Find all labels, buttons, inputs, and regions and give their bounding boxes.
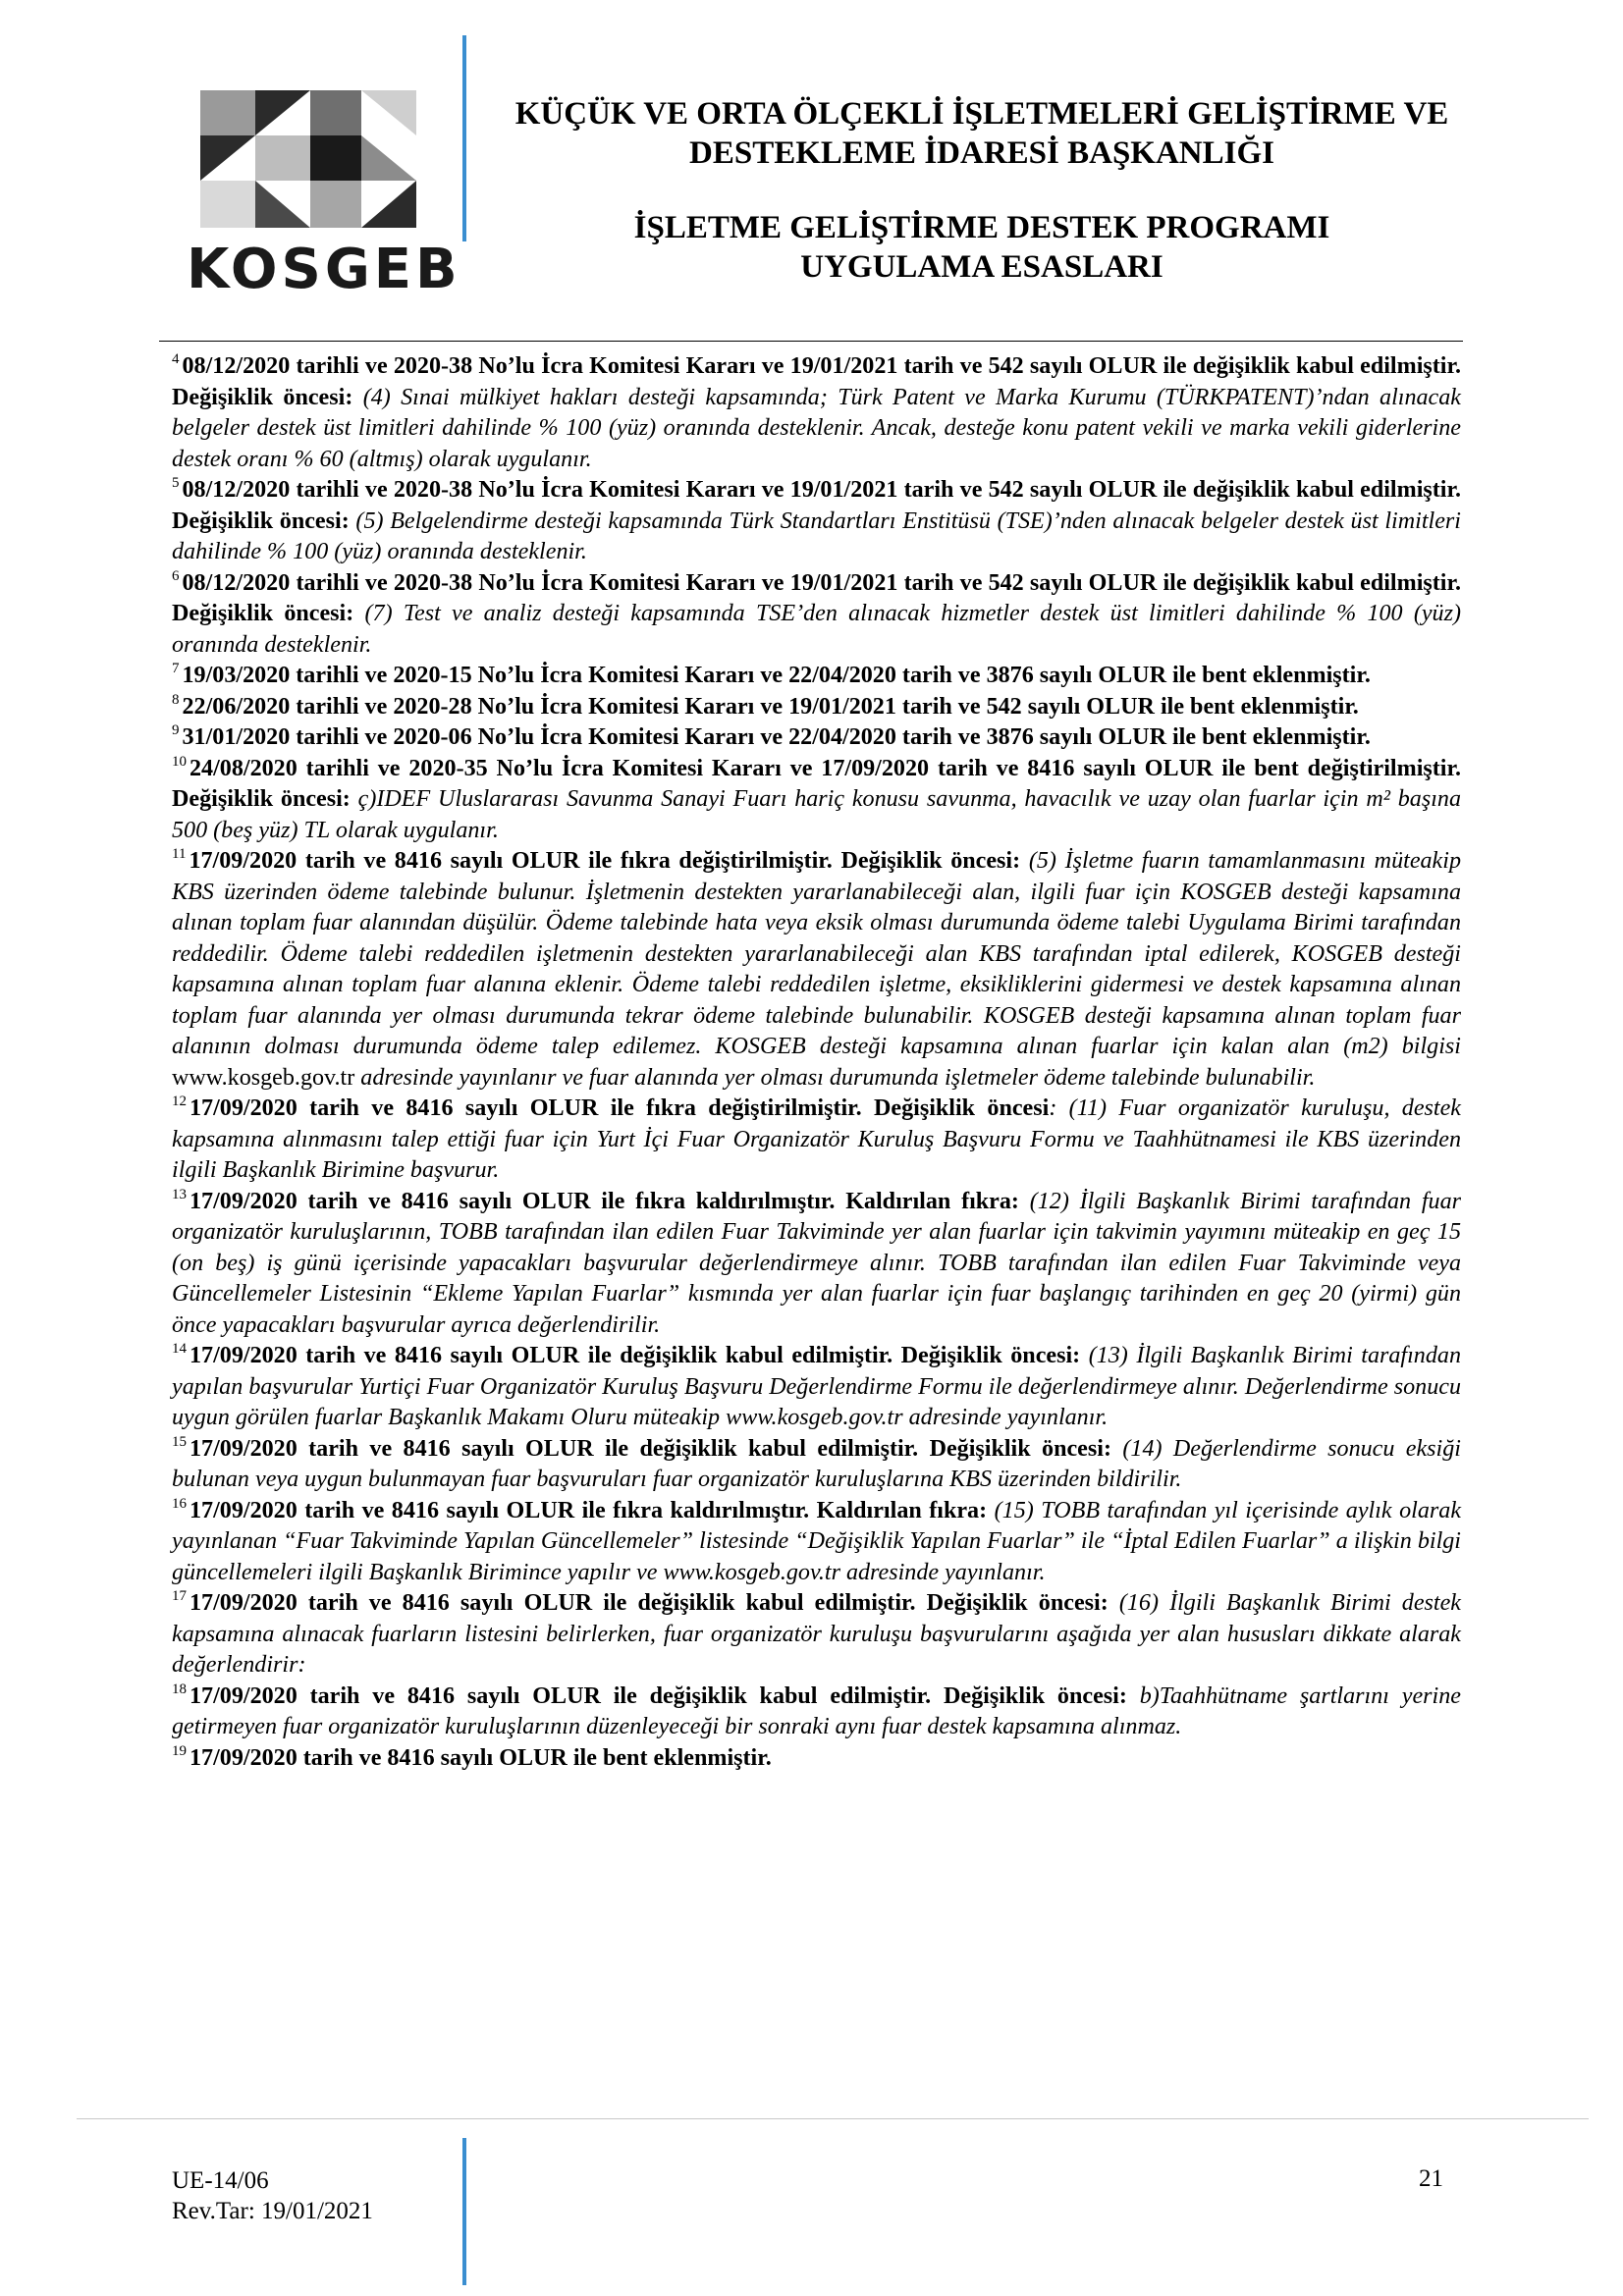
previous-text: : (11) Fuar organizatör kuruluşu, destek kapsamına alınmasını talep ettiği fuar için Yurt İçi Fuar Organizatör Kuruluş Başvuru Formu ve Taahhütnamesi ile KBS üzerinden ilgili Başkanlık Birimine başvurur. [172, 1095, 1461, 1183]
footnote-number: 7 [172, 661, 180, 676]
footnote-10 [172, 754, 1461, 847]
organization-title-line-1: KÜÇÜK VE ORTA ÖLÇEKLİ İŞLETMELERİ GELİŞTİRME VE [514, 96, 1449, 132]
logo-wordmark: KOSGEB [187, 238, 461, 301]
amendment-note: 17/09/2020 tarih ve 8416 sayılı OLUR ile değişiklik kabul edilmiştir. Değişiklik öncesi: [189, 1682, 1140, 1709]
footnote-number: 12 [172, 1094, 187, 1109]
previous-text: adresinde yayınlanır ve fuar alanında yer olması durumunda işletmeler ödeme talebinde bulunabilir. [354, 1064, 1316, 1091]
footnote-number: 4 [172, 351, 180, 367]
previous-text: ç)IDEF Uluslararası Savunma Sanayi Fuarı hariç konusu savunma, havacılık ve uzay olan fuarlar için m² başına 500 (beş yüz) TL olarak uygulanır. [172, 786, 1461, 843]
footnote-number: 16 [172, 1495, 187, 1512]
footnote-6 [172, 568, 1461, 662]
previous-text: b)Taahhütname şartlarını yerine getirmeyen fuar organizatör kuruluşlarının düzenleyeceği bir sonraki aynı fuar destek kapsamına alınmaz. [172, 1682, 1461, 1739]
footnote-18 [172, 1682, 1461, 1743]
page-number: 21 [1419, 2165, 1443, 2192]
program-title-line-1: İŞLETME GELİŞTİRME DESTEK PROGRAMI [633, 210, 1330, 245]
footnote-number: 11 [172, 846, 187, 862]
amendment-note: 17/09/2020 tarih ve 8416 sayılı OLUR ile fıkra kaldırılmıştır. Kaldırılan fıkra: [189, 1188, 1030, 1214]
kosgeb-logo [187, 86, 461, 301]
amendment-note: 17/09/2020 tarih ve 8416 sayılı OLUR ile fıkra kaldırılmıştır. Kaldırılan fıkra: [189, 1497, 995, 1523]
footnote-number: 6 [172, 567, 180, 584]
amendment-note: 17/09/2020 tarih ve 8416 sayılı OLUR ile değişiklik kabul edilmiştir. Değişiklik öncesi: [189, 1590, 1119, 1616]
header-rule [159, 341, 1463, 342]
footer-rule [77, 2118, 1589, 2119]
previous-text: (13) İlgili Başkanlık Birimi tarafından yapılan başvurular Yurtiçi Fuar Organizatör Kuruluş Başvuru Değerlendirme Formu ile değerlendirmeye alınır. Değerlendirme sonucu uygun görülen fuarlar Başkanlık Makamı Oluru müteakip www.kosgeb.gov.tr adresinde yayınlanır. [172, 1343, 1461, 1430]
footnote-11 [172, 846, 1461, 1094]
footnote-number: 8 [172, 691, 180, 708]
footnote-number: 9 [172, 722, 180, 738]
footnote-number: 14 [172, 1341, 187, 1357]
amendment-note: 17/09/2020 tarih ve 8416 sayılı OLUR ile fıkra değiştirilmiştir. Değişiklik öncesi: [189, 848, 1029, 874]
amendment-note: 17/09/2020 tarih ve 8416 sayılı OLUR ile bent eklenmiştir. [189, 1744, 772, 1771]
footnote-number: 17 [172, 1588, 187, 1604]
amendment-note: 17/09/2020 tarih ve 8416 sayılı OLUR ile değişiklik kabul edilmiştir. Değişiklik öncesi: [189, 1435, 1123, 1462]
organization-title-line-2: DESTEKLEME İDARESİ BAŞKANLIĞI [689, 135, 1274, 171]
footnote-8 [172, 692, 1461, 723]
footnote-12 [172, 1094, 1461, 1187]
footnote-13 [172, 1187, 1461, 1342]
footer-document-info [172, 2165, 373, 2226]
footer-divider [462, 2138, 466, 2285]
footnote-19 [172, 1743, 1461, 1775]
amendment-note: 17/09/2020 tarih ve 8416 sayılı OLUR ile fıkra değiştirilmiştir. Değişiklik öncesi [189, 1095, 1050, 1121]
footnote-7 [172, 661, 1461, 692]
document-code: UE-14/06 [172, 2167, 269, 2194]
amendment-note: 08/12/2020 tarihli ve 2020-38 No’lu İcra Komitesi Kararı ve 19/01/2021 tarih ve 542 sayılı OLUR ile değişiklik kabul edilmiştir. Değişiklik öncesi: [172, 353, 1461, 410]
footnote-4 [172, 351, 1461, 475]
amendment-note: 24/08/2020 tarihli ve 2020-35 No’lu İcra Komitesi Kararı ve 17/09/2020 tarih ve 8416 sayılı OLUR ile bent değiştirilmiştir. Değişiklik öncesi: [172, 755, 1461, 812]
organization-title [491, 94, 1473, 173]
program-title [491, 208, 1473, 287]
amendment-note: 22/06/2020 tarihli ve 2020-28 No’lu İcra Komitesi Kararı ve 19/01/2021 tarih ve 542 sayılı OLUR ile bent eklenmiştir. [182, 693, 1359, 720]
amendment-note: 08/12/2020 tarihli ve 2020-38 No’lu İcra Komitesi Kararı ve 19/01/2021 tarih ve 542 sayılı OLUR ile değişiklik kabul edilmiştir. Değişiklik öncesi: [172, 477, 1461, 534]
previous-text: (7) Test ve analiz desteği kapsamında TSE’den alınacak hizmetler destek üst limitleri dahilinde % 100 (yüz) oranında desteklenir. [172, 601, 1461, 658]
footnotes-section [172, 351, 1461, 1774]
footnote-17 [172, 1588, 1461, 1682]
amendment-note: 08/12/2020 tarihli ve 2020-38 No’lu İcra Komitesi Kararı ve 19/01/2021 tarih ve 542 sayılı OLUR ile değişiklik kabul edilmiştir. Değişiklik öncesi: [172, 569, 1461, 626]
footnote-9 [172, 722, 1461, 754]
footnote-text: www.kosgeb.gov.tr [172, 1064, 355, 1091]
previous-text: (16) İlgili Başkanlık Birimi destek kapsamına alınacak fuarların listesini belirlerken, fuar organizatör kuruluşu başvurularını aşağıda yer alan hususları dikkate alarak değerlendirir: [172, 1590, 1461, 1678]
previous-text: (5) Belgelendirme desteği kapsamında Türk Standartları Enstitüsü (TSE)’nden alınacak belgeler destek üst limitleri dahilinde % 100 (yüz) oranında desteklenir. [172, 507, 1461, 564]
footnote-5 [172, 475, 1461, 568]
previous-text: (5) İşletme fuarın tamamlanmasını müteakip KBS üzerinden ödeme talebinde bulunur. İşletmenin destekten yararlanabileceği alan, ilgili fuar için KOSGEB desteği kapsamına alınan toplam fuar alanından düşülür. Ödeme talebinde hata veya eksik olması durumunda ödeme talebi Uygulama Birimi tarafından reddedilir. Ödeme talebi reddedilen işletmenin destekten yararlanabileceği alan KBS tarafından iptal edilerek, KOSGEB desteği kapsamına alınan toplam fuar alanına eklenir. Ödeme talebi reddedilen işletme, eksikliklerini gidermesi ve destek kapsamına alınan toplam fuar alanında yer olması durumunda tekrar ödeme talebinde bulunabilir. KOSGEB desteği kapsamına alınan toplam fuar alanının dolması durumunda ödeme talep edilemez. KOSGEB desteği kapsamına alınan fuarlar için kalan alan (m2) bilgisi [172, 848, 1461, 1059]
footnote-number: 19 [172, 1742, 187, 1759]
amendment-note: 31/01/2020 tarihli ve 2020-06 No’lu İcra Komitesi Kararı ve 22/04/2020 tarih ve 3876 sayılı OLUR ile bent eklenmiştir. [182, 724, 1371, 750]
footnote-number: 13 [172, 1186, 187, 1202]
footnote-number: 18 [172, 1681, 187, 1697]
previous-text: (12) İlgili Başkanlık Birimi tarafından fuar organizatör kuruluşlarının, TOBB tarafından ilan edilen Fuar Takviminde yer alan fuarlar için takvimin yayımını müteakip en geç 15 (on beş) iş günü içerisinde yapacakları başvurular değerlendirmeye alınır. TOBB tarafından ilan edilen Fuar Takviminde veya Güncellemeler Listesinin “Ekleme Yapılan Fuarlar” kısmında yer alan fuarlar için fuar başlangıç tarihinden en geç 20 (yirmi) gün önce yapacakları başvurular ayrıca değerlendirilir. [172, 1188, 1462, 1338]
revision-date: Rev.Tar: 19/01/2021 [172, 2198, 373, 2224]
previous-text: (14) Değerlendirme sonucu eksiği bulunan veya uygun bulunmayan fuar başvuruları fuar organizatör kuruluşlarına KBS üzerinden bildirilir. [172, 1435, 1461, 1492]
previous-text: (4) Sınai mülkiyet hakları desteği kapsamında; Türk Patent ve Marka Kurumu (TÜRKPATENT)’ndan alınacak belgeler destek üst limitleri dahilinde % 100 (yüz) oranında desteklenir. Ancak, desteğe konu patent vekili ve marka vekili giderlerine destek oranı % 60 (altmış) olarak uygulanır. [172, 384, 1461, 472]
logo-mark-icon [187, 86, 432, 234]
header-divider [462, 35, 466, 241]
footnote-number: 10 [172, 753, 187, 770]
footnote-15 [172, 1434, 1461, 1496]
amendment-note: 17/09/2020 tarih ve 8416 sayılı OLUR ile değişiklik kabul edilmiştir. Değişiklik öncesi: [189, 1343, 1089, 1368]
footnote-16 [172, 1496, 1461, 1589]
previous-text: (15) TOBB tarafından yıl içerisinde aylık olarak yayınlanan “Fuar Takviminde Yapılan Güncellemeler” listesinde “Değişiklik Yapılan Fuarlar” ile “İptal Edilen Fuarlar” a ilişkin bilgi güncellemeleri ilgili Başkanlık Birimince yapılır ve www.kosgeb.gov.tr adresinde yayınlanır. [172, 1497, 1462, 1585]
program-title-line-2: UYGULAMA ESASLARI [800, 249, 1163, 285]
footnote-number: 15 [172, 1433, 187, 1450]
footnote-number: 5 [172, 475, 180, 491]
footnote-14 [172, 1341, 1461, 1434]
amendment-note: 19/03/2020 tarihli ve 2020-15 No’lu İcra Komitesi Kararı ve 22/04/2020 tarih ve 3876 sayılı OLUR ile bent eklenmiştir. [182, 663, 1371, 688]
